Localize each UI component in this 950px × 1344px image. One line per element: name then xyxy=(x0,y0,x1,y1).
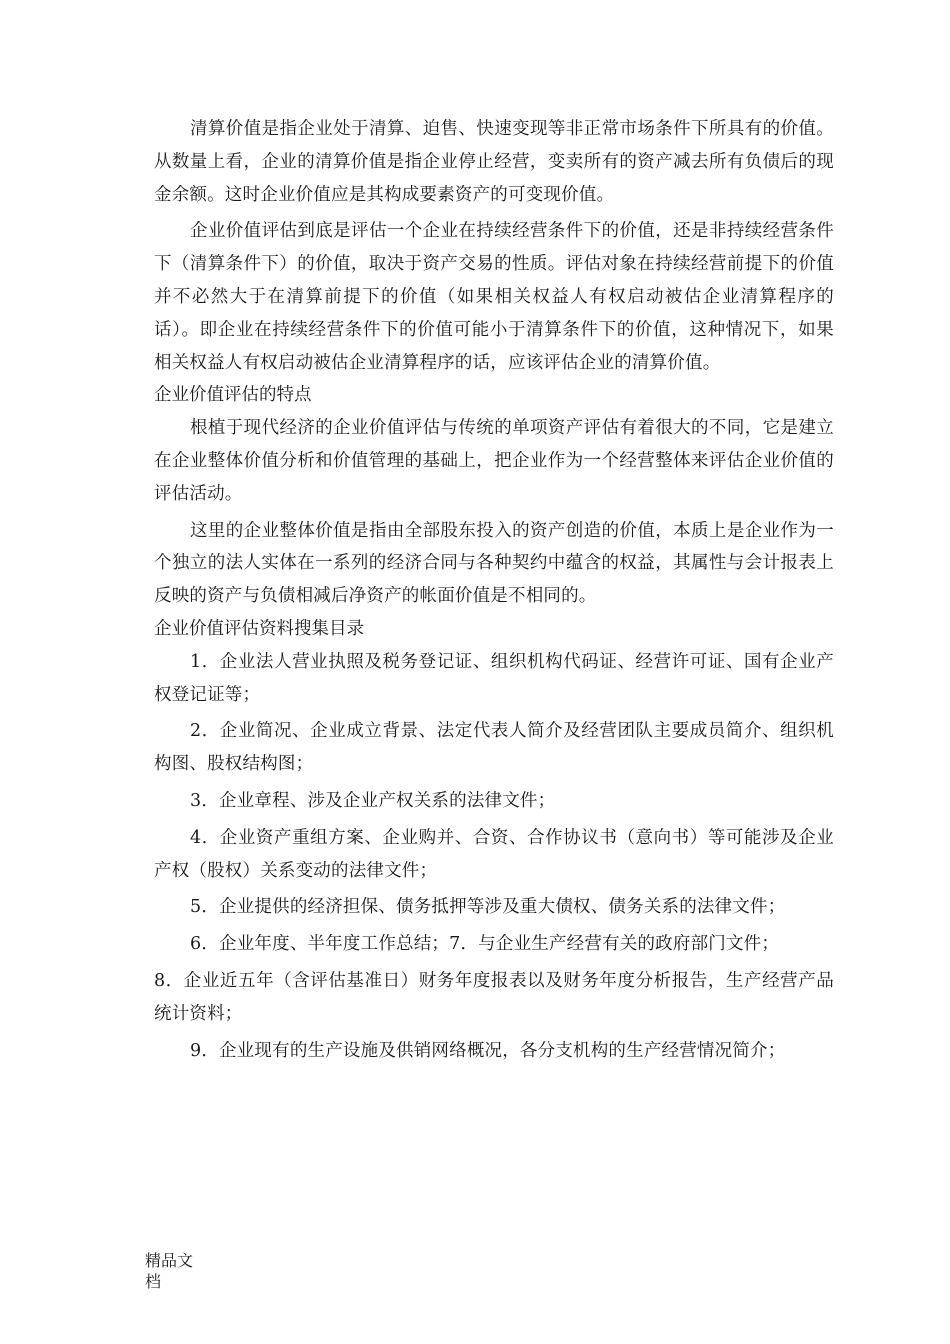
footer-line-1: 精品文 xyxy=(145,1251,194,1270)
list-item: 1．企业法人营业执照及税务登记证、组织机构代码证、经营许可证、国有企业产权登记证等； xyxy=(154,651,834,705)
list-item: 3．企业章程、涉及企业产权关系的法律文件； xyxy=(190,790,556,811)
paragraph-features-1: 根植于现代经济的企业价值评估与传统的单项资产评估有着很大的不同，它是建立在企业整体价值分析和价值管理的基础上，把企业作为一个经营整体来评估企业价值的评估活动。 xyxy=(154,418,834,504)
paragraph-features-2: 这里的企业整体价值是指由全部股东投入的资产创造的价值，本质上是企业作为一个独立的法人实体在一系列的经济合同与各种契约中蕴含的权益，其属性与会计报表上反映的资产与负债相减后净资产的帐面价值是不相同的。 xyxy=(154,520,834,607)
heading-catalog: 企业价值评估资料搜集目录 xyxy=(154,618,364,639)
list-item: 5．企业提供的经济担保、债务抵押等涉及重大债权、债务关系的法律文件； xyxy=(190,897,786,918)
list-item: 2．企业简况、企业成立背景、法定代表人简介及经营团队主要成员简介、组织机构图、股权结构图； xyxy=(154,721,834,775)
list-item: 9．企业现有的生产设施及供销网络概况，各分支机构的生产经营情况简介； xyxy=(190,1040,786,1061)
catalog-list xyxy=(154,646,834,1068)
list-item: 4．企业资产重组方案、企业购并、合资、合作协议书（意向书）等可能涉及企业产权（股权）关系变动的法律文件； xyxy=(154,827,834,881)
document-body xyxy=(154,113,834,1067)
list-item: 8．企业近五年（含评估基准日）财务年度报表以及财务年度分析报告，生产经营产品统计资料； xyxy=(154,970,834,1024)
paragraph-going-concern: 企业价值评估到底是评估一个企业在持续经营条件下的价值，还是非持续经营条件下（清算条件下）的价值，取决于资产交易的性质。评估对象在持续经营前提下的价值并不必然大于在清算前提下的价值（如果相关权益人有权启动被估企业清算程序的话）。即企业在持续经营条件下的价值可能小于清算条件下的价值，这种情况下，如果相关权益人有权启动被估企业清算程序的话，应该评估企业的清算价值。 xyxy=(154,221,834,373)
list-item: 6．企业年度、半年度工作总结；7．与企业生产经营有关的政府部门文件； xyxy=(190,934,780,955)
paragraph-liquidation-value: 清算价值是指企业处于清算、迫售、快速变现等非正常市场条件下所具有的价值。从数量上看，企业的清算价值是指企业停止经营，变卖所有的资产减去所有负债后的现金余额。这时企业价值应是其构成要素资产的可变现价值。 xyxy=(154,119,834,205)
footer-line-2: 档 xyxy=(145,1272,162,1291)
heading-features: 企业价值评估的特点 xyxy=(154,385,312,406)
footer-watermark xyxy=(145,1250,205,1292)
